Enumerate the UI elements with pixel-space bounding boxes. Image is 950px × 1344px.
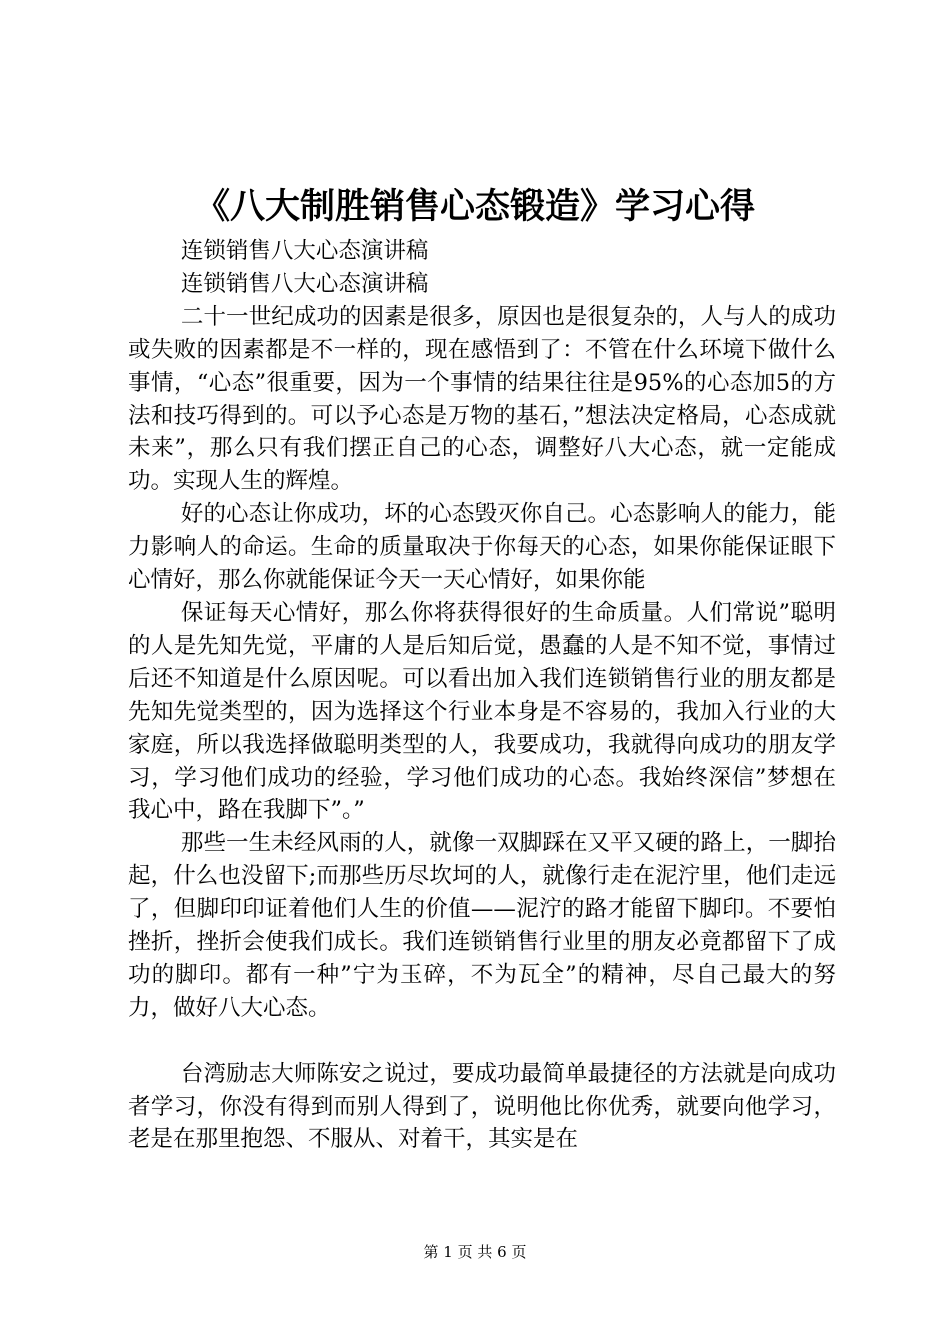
paragraph-subtitle-2: 连锁销售八大心态演讲稿 — [180, 270, 429, 297]
page-footer: 第 1 页 共 6 页 — [423, 1243, 527, 1261]
paragraph: 好的心态让你成功，坏的心态毁灭你自己。心态影响人的能力，能力影响人的命运。生命的质量取决于你每天的心态，如果你能保证眼下心情好，那么你就能保证今天一天心情好，如果你能 — [128, 501, 836, 594]
paragraph: 保证每天心情好，那么你将获得很好的生命质量。人们常说”聪明的人是先知先觉，平庸的人是后知后觉，愚蠢的人是不知不觉，事情过后还不知道是什么原因呢。可以看出加入我们连锁销售行业的朋友都是先知先觉类型的，因为选择这个行业本身是不容易的，我加入行业的大家庭，所以我选择做聪明类型的人，我要成功，我就得向成功的朋友学习，学习他们成功的经验，学习他们成功的心态。我始终深信”梦想在我心中，路在我脚下”。” — [128, 599, 836, 824]
paragraph: 那些一生未经风雨的人，就像一双脚踩在又平又硬的路上，一脚抬起，什么也没留下;而那些历尽坎坷的人，就像行走在泥泞里，他们走远了，但脚印印证着他们人生的价值——泥泞的路才能留下脚印。不要怕挫折，挫折会使我们成长。我们连锁销售行业里的朋友必竟都留下了成功的脚印。都有一种”宁为玉碎，不为瓦全”的精神，尽自己最大的努力，做好八大心态。 — [128, 830, 836, 1021]
document-body — [128, 235, 836, 1156]
document-title: 《八大制胜销售心态锻造》学习心得 — [194, 186, 755, 227]
paragraph: 二十一世纪成功的因素是很多，原因也是很复杂的，人与人的成功或失败的因素都是不一样的，现在感悟到了：不管在什么环境下做什么事情，“心态”很重要，因为一个事情的结果往往是95%的心态加5的方法和技巧得到的。可以予心态是万物的基石，”想法决定格局，心态成就未来”，那么只有我们摆正自己的心态，调整好八大心态，就一定能成功。实现人生的辉煌。 — [128, 303, 836, 495]
paragraph: 台湾励志大师陈安之说过，要成功最简单最捷径的方法就是向成功者学习，你没有得到而别人得到了，说明他比你优秀，就要向他学习，老是在那里抱怨、不服从、对着干，其实是在 — [128, 1060, 836, 1153]
paragraph-subtitle-1: 连锁销售八大心态演讲稿 — [180, 238, 429, 264]
